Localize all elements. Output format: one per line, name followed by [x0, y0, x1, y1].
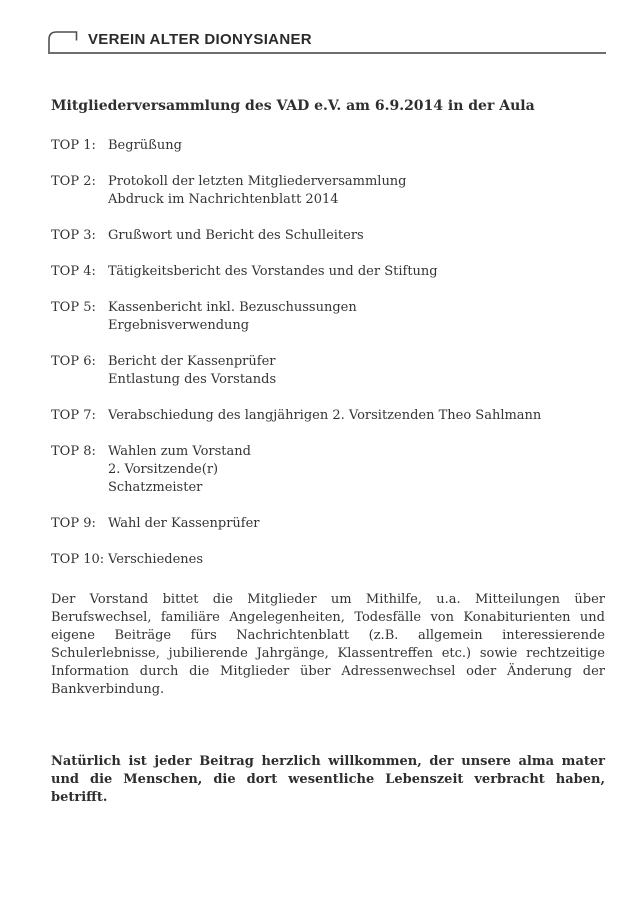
agenda-line: Grußwort und Bericht des Schulleiters: [108, 228, 364, 243]
vad-tab-logo-icon: [48, 30, 80, 52]
agenda-line: Entlastung des Vorstands: [108, 372, 277, 387]
agenda-item-description: [108, 173, 605, 209]
document-title: Mitgliederversammlung des VAD e.V. am 6.9.2014 in der Aula: [51, 98, 535, 114]
agenda-item-label: TOP 10:: [51, 552, 105, 567]
agenda-item-description: [108, 137, 605, 155]
agenda-item-top4: [51, 263, 605, 281]
agenda-item-top2: [51, 173, 605, 209]
agenda-item-top8: [51, 443, 605, 497]
agenda-item-description: [108, 299, 605, 335]
agenda-item-label: TOP 3:: [51, 228, 96, 243]
agenda-item-description: [108, 227, 605, 245]
agenda-item-description: [108, 353, 605, 389]
agenda-item-description: [108, 515, 605, 533]
agenda-list: [51, 137, 605, 569]
agenda-item-top9: [51, 515, 605, 533]
agenda-item-label: TOP 6:: [51, 354, 96, 369]
agenda-line: Wahlen zum Vorstand: [108, 444, 251, 459]
agenda-line: Schatzmeister: [108, 480, 203, 495]
agenda-line: 2. Vorsitzende(r): [108, 462, 219, 477]
agenda-line: Bericht der Kassenprüfer: [108, 354, 276, 369]
agenda-line: Wahl der Kassenprüfer: [108, 516, 260, 531]
document-body: [51, 97, 605, 807]
agenda-item-top6: [51, 353, 605, 389]
agenda-item-top10: [51, 551, 605, 569]
agenda-line: Verabschiedung des langjährigen 2. Vorsitzenden Theo Sahlmann: [108, 408, 542, 423]
agenda-item-top5: [51, 299, 605, 335]
agenda-line: Tätigkeitsbericht des Vorstandes und der Stiftung: [108, 264, 438, 279]
agenda-item-label: TOP 9:: [51, 516, 96, 531]
agenda-item-description: [108, 551, 605, 569]
agenda-line: Begrüßung: [108, 138, 182, 153]
request-paragraph: Der Vorstand bittet die Mitglieder um Mithilfe, u.a. Mitteilungen über Berufswechsel, familiäre Angelegenheiten, Todesfälle von Konabiturienten und eigene Beiträge fürs Nachrichtenblatt (z.B. allgemein interessierende Schulerlebnisse, jubilierende Jahrgänge, Klassentreffen etc.) sowie rechtzeitige Information durch die Mitglieder über Adressenwechsel oder Änderung der Bankverbindung.: [51, 592, 605, 697]
closing-paragraph: Natürlich ist jeder Beitrag herzlich willkommen, der unsere alma mater und die Menschen, die dort wesentliche Lebenszeit verbracht haben, betrifft.: [51, 754, 605, 805]
agenda-item-label: TOP 4:: [51, 264, 96, 279]
agenda-item-top3: [51, 227, 605, 245]
agenda-line: Kassenbericht inkl. Bezuschussungen: [108, 300, 357, 315]
agenda-item-label: TOP 1:: [51, 138, 96, 153]
letterhead: [48, 30, 606, 54]
org-name: VEREIN ALTER DIONYSIANER: [88, 31, 312, 48]
agenda-item-label: TOP 8:: [51, 444, 96, 459]
agenda-item-label: TOP 5:: [51, 300, 96, 315]
agenda-item-label: TOP 2:: [51, 174, 96, 189]
agenda-item-description: [108, 407, 605, 425]
agenda-item-top1: [51, 137, 605, 155]
agenda-item-description: [108, 263, 605, 281]
letterhead-rule: [48, 30, 606, 54]
agenda-item-label: TOP 7:: [51, 408, 96, 423]
agenda-line: Abdruck im Nachrichtenblatt 2014: [108, 192, 339, 207]
agenda-item-description: [108, 443, 605, 497]
agenda-line: Protokoll der letzten Mitgliederversammlung: [108, 174, 407, 189]
agenda-line: Ergebnisverwendung: [108, 318, 250, 333]
agenda-item-top7: [51, 407, 605, 425]
agenda-line: Verschiedenes: [108, 552, 204, 567]
